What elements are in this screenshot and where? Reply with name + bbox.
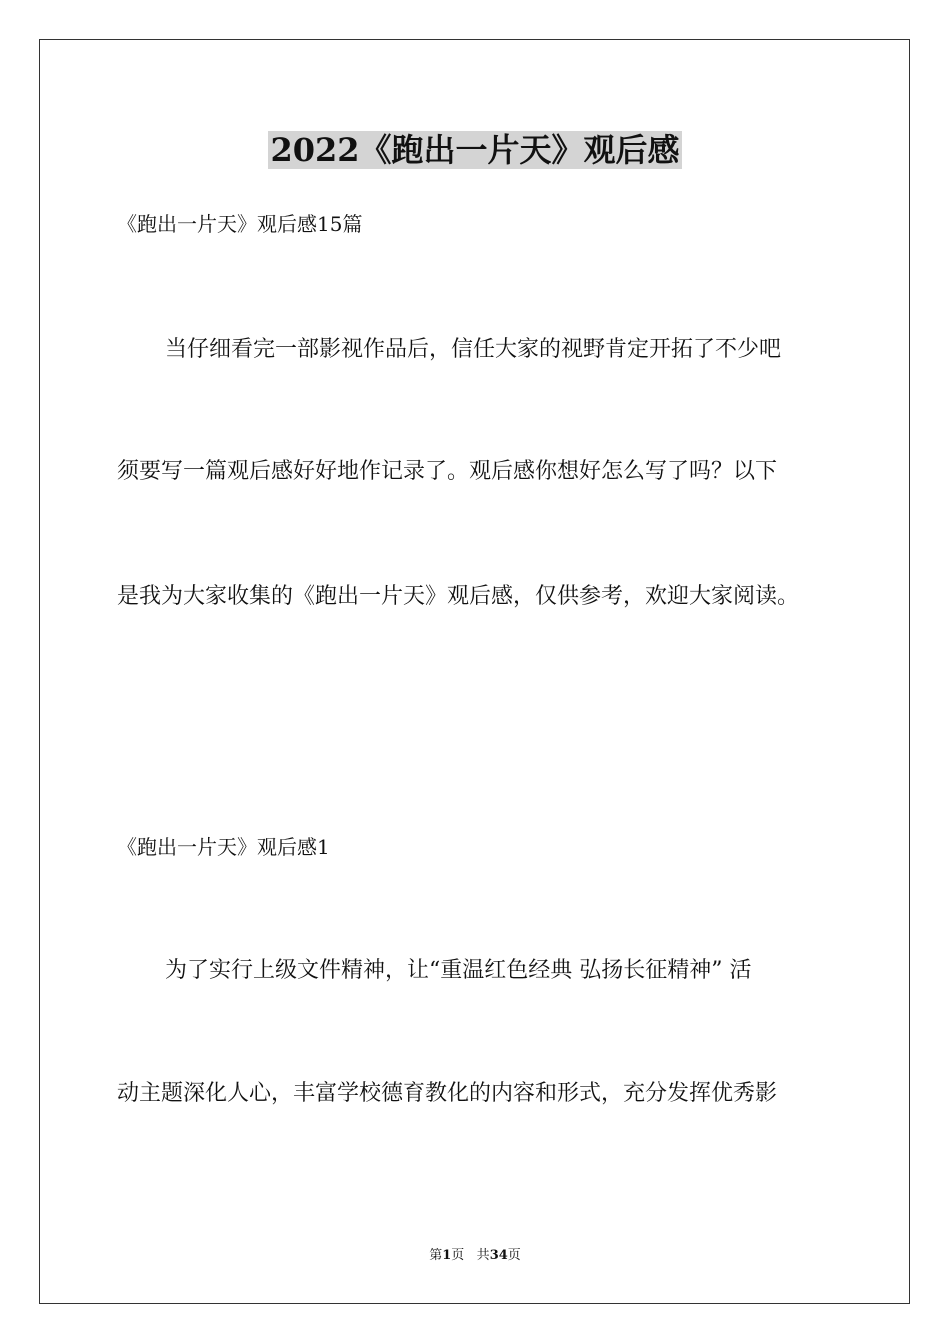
footer-total-pages: 34 bbox=[489, 1248, 508, 1263]
document-title bbox=[0, 128, 950, 172]
paragraph-2-line-1: 为了实行上级文件精神，让“重温红色经典 弘扬长征精神” 活 bbox=[165, 958, 752, 983]
footer-total-suffix: 页 bbox=[507, 1248, 521, 1263]
footer-total-prefix: 共 bbox=[476, 1248, 490, 1263]
document-title-text: 2022《跑出一片天》观后感 bbox=[270, 131, 680, 169]
page-footer bbox=[0, 1247, 950, 1265]
footer-page-number: 1 bbox=[442, 1248, 452, 1263]
paragraph-1-line-3: 是我为大家收集的《跑出一片天》观后感，仅供参考，欢迎大家阅读。 bbox=[117, 584, 800, 609]
section-1-heading: 《跑出一片天》观后感1 bbox=[117, 835, 330, 859]
document-subtitle: 《跑出一片天》观后感15篇 bbox=[117, 212, 363, 236]
footer-page-suffix: 页 bbox=[451, 1248, 465, 1263]
footer-prefix: 第 bbox=[429, 1248, 443, 1263]
paragraph-1-line-1: 当仔细看完一部影视作品后，信任大家的视野肯定开拓了不少吧 bbox=[165, 337, 782, 362]
paragraph-2-line-2: 动主题深化人心，丰富学校德育教化的内容和形式，充分发挥优秀影 bbox=[117, 1081, 778, 1106]
paragraph-1-line-2: 须要写一篇观后感好好地作记录了。观后感你想好怎么写了吗？以下 bbox=[117, 459, 778, 484]
